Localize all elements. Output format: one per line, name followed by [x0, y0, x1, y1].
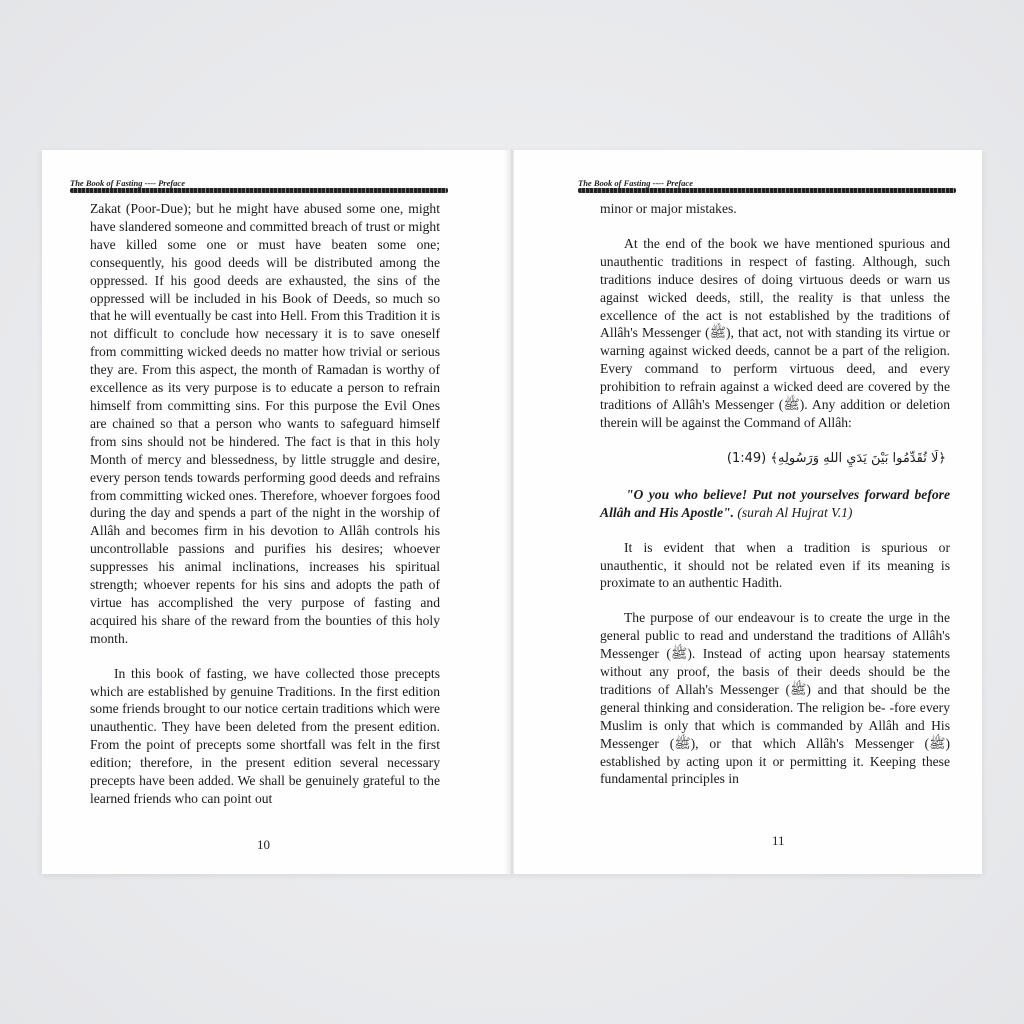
paragraph: At the end of the book we have mentioned spurious and unauthentic traditions in respect of fasting. Although, such traditions induce desires of doing virtuous deeds or warn us against wicked deeds, still, the reality is that unless the excellence of the act is not established by the traditions of Allâh's Messenger (ﷺ), that act, not with standing its virtue or warning against wicked deeds, cannot be a part of the religion. Every command to perform virtuous deed, and every prohibition to refrain against a wicked deed are covered by the traditions of Allâh's Messenger (ﷺ). Any addition or deletion therein will be against the Command of Allâh: — [600, 235, 951, 430]
quote-text: "O you who believe! Put not yourselves forward before Allâh and His Apostle". — [600, 486, 950, 520]
paragraph: The purpose of our endeavour is to create the urge in the general public to read and understand the traditions of Allâh's Messenger (ﷺ). Instead of acting upon hearsay statements without any proof, the basis of their deeds should be the traditions of Allah's Messenger (ﷺ) and that should be the general thinking and consideration. The religion be- -fore every Muslim is only that which is commanded by Allâh and His Messenger (ﷺ), or that which Allâh's Messenger (ﷺ) established by acting upon it or permitting it. Keeping these fundamental principles in — [600, 610, 950, 787]
arabic-verse: ﴿لَا تُقَدِّمُوا بَيْنَ يَدَيِ اللهِ وَرَسُولِهِ﴾ (1:49) — [726, 450, 946, 466]
ornamental-rule — [70, 188, 448, 193]
book-spread — [42, 150, 982, 874]
left-page — [42, 150, 510, 874]
left-page-body — [90, 200, 440, 808]
quote-reference: (surah Al Hujrat V.1) — [737, 504, 853, 520]
paragraph: In this book of fasting, we have collected those precepts which are established by genuine Traditions. In the first edition some friends brought to our notice certain traditions which were unauthentic. They have been deleted from the present edition. From the point of precepts some shortfall was felt in the first edition; therefore, in the present edition several necessary precepts have been added. We shall be genuinely grateful to the learned friends who can point out — [90, 665, 440, 806]
page-number: 10 — [257, 837, 270, 852]
right-page-body — [600, 200, 950, 788]
running-head: The Book of Fasting ---- Preface — [578, 178, 693, 188]
paragraph: Zakat (Poor-Due); but he might have abused some one, might have slandered someone and committed breach of trust or might have killed some one or must have beaten some one; consequently, his good deeds will be distributed among the oppressed. If his good deeds are exhausted, the sins of the oppressed will be included in his Book of Deeds, so much so that he will eventually be cast into Hell. From this Tradition it is not difficult to conclude how necessary it is to save oneself from committing wicked deeds no matter how trivial or serious they are. From this aspect, the month of Ramadan is worthy of excellence as its very purpose is to educate a person to refrain himself from committing sins. For this purpose the Evil Ones are chained so that a person who wants to safeguard himself from sins should not be hindered. The fact is that in this holy Month of mercy and blessedness, by little struggle and desire, every person tends towards performing good deeds and refrains from committing wicked ones. Therefore, whoever forgoes food during the day and spends a part of the night in the worship of Allâh and becomes firm in his devotion to Allâh controls his uncontrollable passions and purifies his desires; whoever suppresses his animal inclinations, increases his spiritual strength; whoever repents for his sins and adopts the path of virtue has accomplished the very purpose of fasting and acquired his share of the reward from the bounties of this holy month. — [90, 201, 440, 646]
paragraph: It is evident that when a tradition is spurious or unauthentic, it should not be related even if its meaning is proximate to an authentic Hadith. — [600, 539, 950, 591]
right-page — [514, 150, 982, 874]
paragraph: minor or major mistakes. — [600, 201, 737, 216]
page-number: 11 — [772, 833, 785, 848]
ornamental-rule — [578, 188, 956, 193]
running-head: The Book of Fasting ---- Preface — [70, 178, 185, 188]
quote — [600, 486, 950, 522]
